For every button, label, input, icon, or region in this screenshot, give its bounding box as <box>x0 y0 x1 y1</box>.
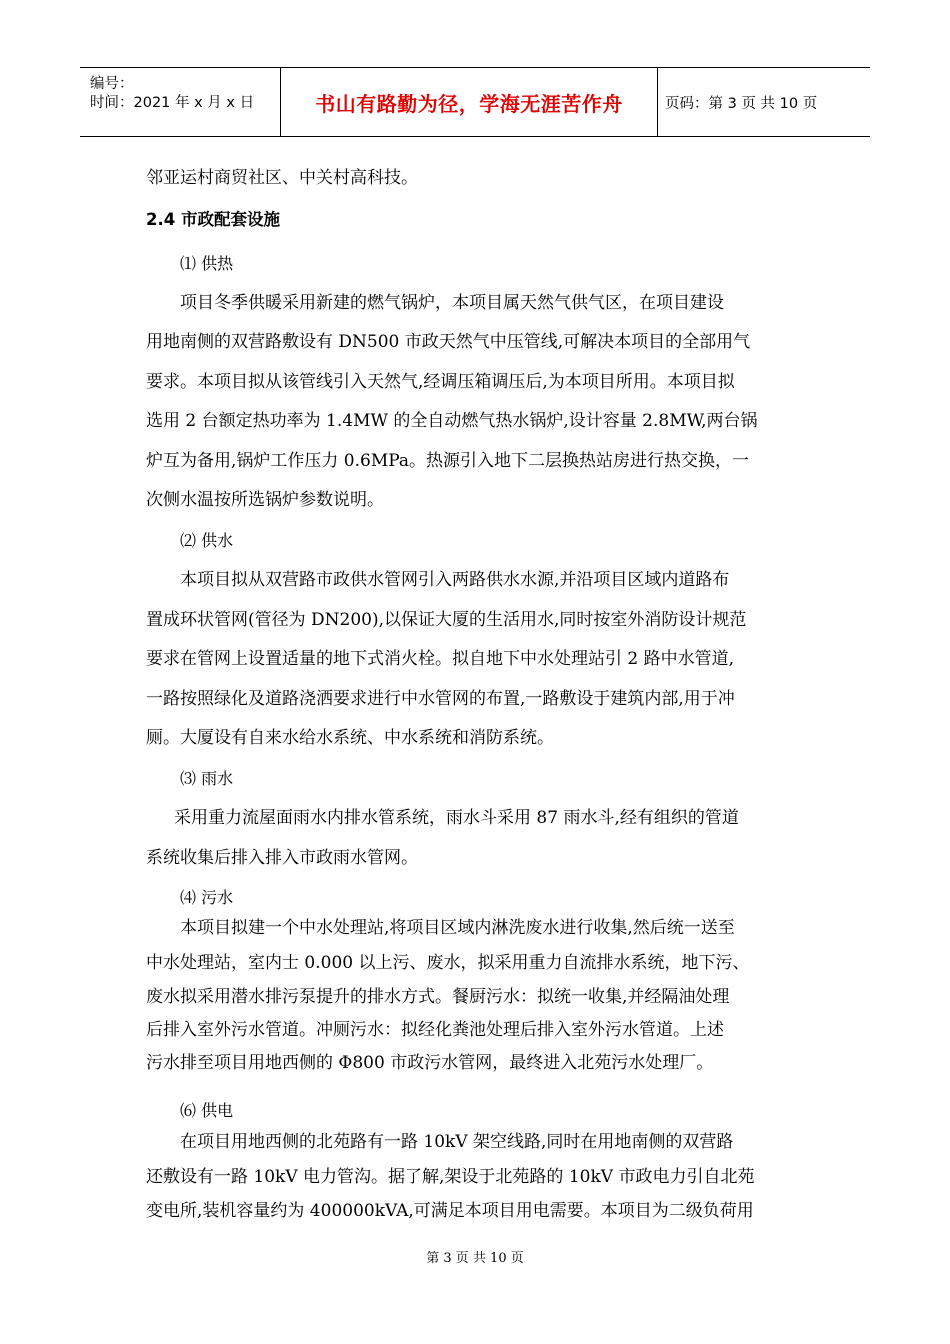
body-line: 本项目拟从双营路市政供水管网引入两路供水水源,并沿项目区域内道路布 <box>180 570 730 590</box>
subsection-title-water-supply: ⑵ 供水 <box>180 531 234 550</box>
body-line: 中水处理站，室内士 0.000 以上污、废水，拟采用重力自流排水系统，地下污、 <box>146 953 750 973</box>
header-motto: 书山有路勤为径，学海无涯苦作舟 <box>315 91 623 116</box>
body-line: 本项目拟建一个中水处理站,将项目区域内淋洗废水进行收集,然后统一送至 <box>180 918 735 938</box>
body-line: 采用重力流屋面雨水内排水管系统，雨水斗采用 87 雨水斗,经有组织的管道 <box>174 808 739 828</box>
doc-time-label: 时间：2021 年 x 月 x 日 <box>90 95 255 111</box>
body-line: 厕。大厦设有自来水给水系统、中水系统和消防系统。 <box>146 728 554 748</box>
body-line: 邻亚运村商贸社区、中关村高科技。 <box>146 168 418 188</box>
body-line: 项目冬季供暖采用新建的燃气锅炉，本项目属天然气供气区，在项目建设 <box>180 293 724 313</box>
subsection-title-sewage: ⑷ 污水 <box>180 888 234 907</box>
header-meta-cell <box>80 68 281 136</box>
subsection-title-rainwater: ⑶ 雨水 <box>180 769 234 788</box>
header-page-cell <box>658 68 870 136</box>
body-line: 次侧水温按所选锅炉参数说明。 <box>146 490 384 510</box>
subsection-title-power: ⑹ 供电 <box>180 1101 234 1120</box>
body-line: 用地南侧的双营路敷设有 DN500 市政天然气中压管线,可解决本项目的全部用气 <box>146 332 751 352</box>
body-line: 废水拟采用潜水排污泵提升的排水方式。餐厨污水：拟统一收集,并经隔油处理 <box>146 987 730 1007</box>
body-line: 还敷设有一路 10kV 电力管沟。据了解,架设于北苑路的 10kV 市政电力引自北苑 <box>146 1167 755 1187</box>
subsection-title-heating: ⑴ 供热 <box>180 254 234 273</box>
page-footer: 第 3 页 共 10 页 <box>426 1251 524 1266</box>
body-line: 置成环状管网(管径为 DN200),以保证大厦的生活用水,同时按室外消防设计规范 <box>146 610 747 630</box>
section-heading: 2.4 市政配套设施 <box>146 210 280 229</box>
body-line: 要求。本项目拟从该管线引入天然气,经调压箱调压后,为本项目所用。本项目拟 <box>146 372 735 392</box>
body-line: 变电所,装机容量约为 400000kVA,可满足本项目用电需要。本项目为二级负荷用 <box>146 1201 754 1221</box>
body-line: 要求在管网上设置适量的地下式消火栓。拟自地下中水处理站引 2 路中水管道, <box>146 649 735 669</box>
header-page-number: 页码：第 3 页 共 10 页 <box>665 95 818 112</box>
doc-number-label: 编号： <box>90 76 134 92</box>
header-motto-cell <box>281 68 658 136</box>
body-line: 炉互为备用,锅炉工作压力 0.6MPa。热源引入地下二层换热站房进行热交换，一 <box>146 451 750 471</box>
body-line: 后排入室外污水管道。冲厕污水：拟经化粪池处理后排入室外污水管道。上述 <box>146 1020 724 1040</box>
body-line: 一路按照绿化及道路浇洒要求进行中水管网的布置,一路敷设于建筑内部,用于冲 <box>146 689 735 709</box>
body-line: 污水排至项目用地西侧的 Φ800 市政污水管网，最终进入北苑污水处理厂。 <box>146 1053 714 1073</box>
body-line: 系统收集后排入排入市政雨水管网。 <box>146 848 418 868</box>
body-line: 在项目用地西侧的北苑路有一路 10kV 架空线路,同时在用地南侧的双营路 <box>180 1132 734 1152</box>
body-line: 选用 2 台额定热功率为 1.4MW 的全自动燃气热水锅炉,设计容量 2.8MW,两台锅 <box>146 411 758 431</box>
header-table <box>80 67 870 137</box>
